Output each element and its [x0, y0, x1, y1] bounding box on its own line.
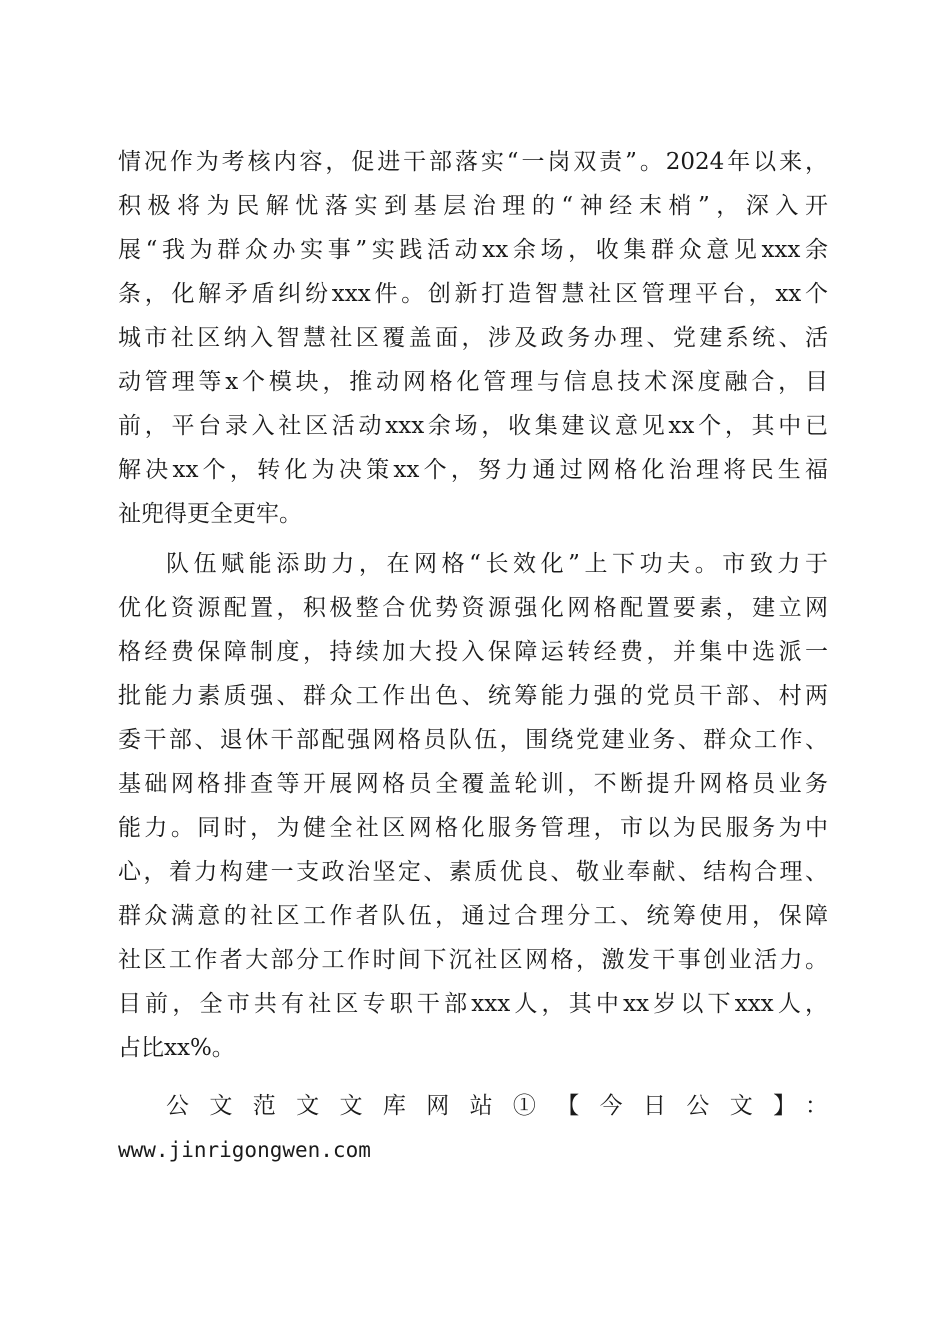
text-line: 占比xx%。 [118, 1035, 235, 1061]
text-line: 前，平台录入社区活动xxx余场，收集建议意见xx个，其中已 [118, 413, 828, 439]
text-line: 优化资源配置，积极整合优势资源强化网格配置要素，建立网 [118, 595, 828, 621]
source-url-link[interactable]: www.jinrigongwen.com [118, 1138, 371, 1162]
text-line: 委干部、退休干部配强网格员队伍，围绕党建业务、群众工作、 [118, 727, 828, 753]
text-line: 条，化解矛盾纠纷xxx件。创新打造智慧社区管理平台，xx个 [118, 281, 828, 307]
text-line: 能力。同时，为健全社区网格化服务管理，市以为民服务为中 [118, 815, 828, 841]
text-line: 基础网格排查等开展网格员全覆盖轮训，不断提升网格员业务 [118, 771, 828, 797]
text-line: 城市社区纳入智慧社区覆盖面，涉及政务办理、党建系统、活 [118, 325, 828, 351]
text-line: 祉兜得更全更牢。 [118, 501, 302, 527]
text-line: 目前，全市共有社区专职干部xxx人，其中xx岁以下xxx人， [118, 991, 828, 1017]
text-line: 动管理等x个模块，推动网格化管理与信息技术深度融合，目 [118, 369, 828, 395]
text-line: 群众满意的社区工作者队伍，通过合理分工、统筹使用，保障 [118, 903, 828, 929]
text-line: 社区工作者大部分工作时间下沉社区网格，激发干事创业活力。 [118, 947, 828, 973]
source-label: 公文范文文库网站①【今日公文】： [166, 1093, 828, 1119]
text-line: 情况作为考核内容，促进干部落实“一岗双责”。2024年以来， [118, 149, 828, 175]
text-line: 格经费保障制度，持续加大投入保障运转经费，并集中选派一 [118, 639, 828, 665]
text-line: 展“我为群众办实事”实践活动xx余场，收集群众意见xxx余 [118, 237, 828, 263]
text-line: 心，着力构建一支政治坚定、素质优良、敬业奉献、结构合理、 [118, 859, 828, 885]
text-line: 批能力素质强、群众工作出色、统筹能力强的党员干部、村两 [118, 683, 828, 709]
text-line: 积极将为民解忧落实到基层治理的“神经末梢”，深入开 [118, 193, 828, 219]
text-line: 解决xx个，转化为决策xx个，努力通过网格化治理将民生福 [118, 457, 828, 483]
text-line: 队伍赋能添助力，在网格“长效化”上下功夫。市致力于 [166, 551, 828, 577]
